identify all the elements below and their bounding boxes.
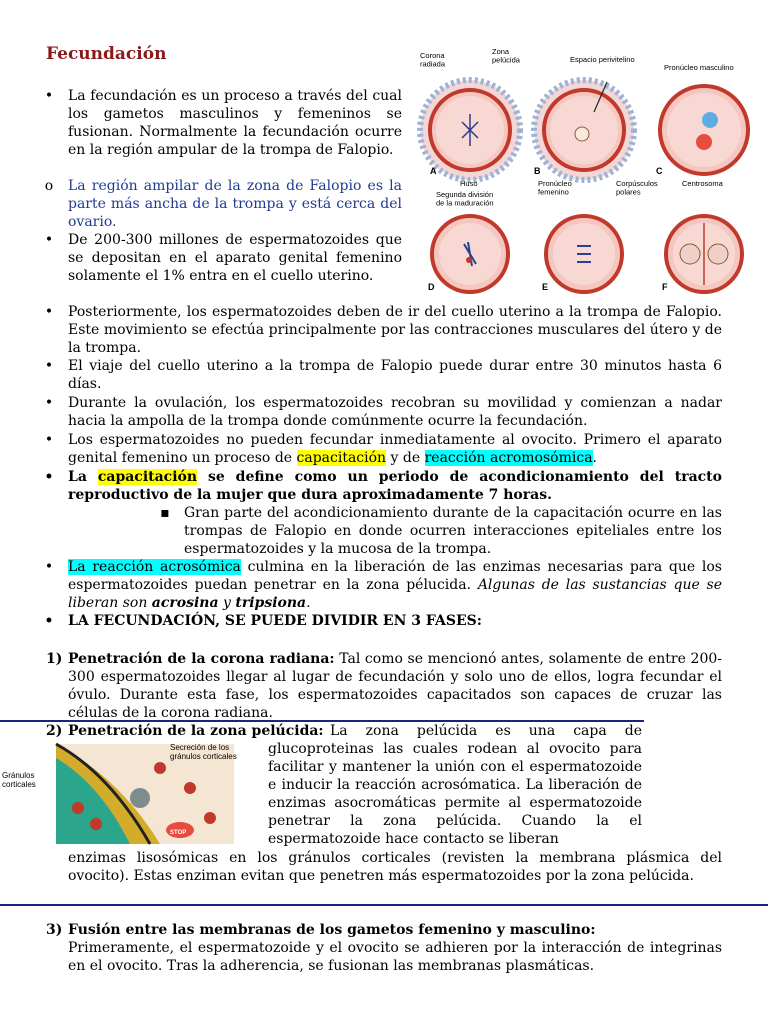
label-zona: Zona pelúcida	[492, 47, 520, 65]
bullet-dot: •	[44, 395, 54, 411]
phase-heading: Penetración de la zona pelúcida:	[68, 723, 324, 739]
phase-number: 2)	[46, 723, 63, 739]
label-centrosoma: Centrosoma	[682, 179, 723, 188]
term-tripsiona: tripsiona	[235, 595, 307, 611]
phase-2-text-a: La zona pelúcida es una capa de glucoproteinas las cuales rodean al ovocito para facilitar y mantener la unión con el espermatozoide e inducir la reacción acrosómatica. La liberación de enzimas asocromáticas permite al espermatozoide penetrar la zona pelúcida. Cuando la el espermatozoide hace contacto se liberan	[268, 723, 642, 847]
page-title: Fecundación	[46, 44, 167, 64]
panel-label-e: E	[542, 282, 549, 292]
bullet-dot: •	[44, 432, 54, 448]
phase-heading: Penetración de la corona radiana:	[68, 651, 335, 667]
phase-number: 1)	[46, 651, 63, 667]
text: se define como un periodo de acondicionamiento del tracto reproductivo de la mujer que dura aproximadamente 7 horas.	[68, 469, 722, 503]
label-corona: Corona radiada	[420, 51, 446, 69]
panel-c	[660, 86, 748, 174]
bullet-reaccion-acrosomica	[68, 558, 722, 612]
bullet-no-fecundar	[68, 431, 722, 467]
bullet-capacitacion-def	[68, 468, 722, 504]
bullet-dot: •	[44, 469, 54, 485]
bullet-fases-heading: LA FECUNDACIÓN, SE PUEDE DIVIDIR EN 3 FASES:	[68, 613, 482, 629]
bullet-dot: •	[44, 358, 54, 374]
bullet-posteriormente: Posteriormente, los espermatozoides deben de ir del cuello uterino a la trompa de Falopio. Este movimiento se efectúa principalmente por las contracciones musculares del útero y de la trompa.	[68, 304, 722, 356]
phase-2-text-b: enzimas lisosómicas en los gránulos corticales (revisten la membrana plásmica del ovocito). Estas enziman evitan que penetren más espermatozoides por la zona pelúcida.	[68, 850, 722, 884]
bullet-ovulacion: Durante la ovulación, los espermatozoides recobran su movilidad y comienzan a nadar hacia la ampolla de la trompa donde comúnmente ocurre la fecundación.	[68, 395, 722, 429]
label-granulos: Gránulos corticales	[2, 771, 36, 789]
phase-number: 3)	[46, 922, 63, 938]
panel-label-b: B	[534, 166, 541, 176]
panel-label-c: C	[656, 166, 663, 176]
bullet-dot: •	[44, 304, 54, 320]
bullet-circle: o	[44, 178, 54, 194]
bullet-fecundacion: La fecundación es un proceso a través del cual los gametos masculinos y femeninos se fusionan. Normalmente la fecundación ocurre en la región ampular de la trompa de Falopio.	[68, 88, 402, 158]
label-huso: Huso	[460, 179, 478, 188]
panel-d	[432, 216, 508, 292]
bullet-dot: •	[44, 559, 54, 575]
bullet-square: ▪	[160, 505, 170, 521]
label-pronucleo-masc: Pronúcleo masculino	[664, 63, 734, 72]
text: La	[68, 469, 98, 485]
phase-heading: Fusión entre las membranas de los gametos femenino y masculino	[68, 922, 591, 938]
divider-line	[0, 904, 768, 906]
sub-gran-parte: Gran parte del acondicionamiento durante de la capacitación ocurre en las trompas de Falopio en donde ocurren interacciones epiteliales entre los espermatozoides y la mucosa de la trompa.	[184, 505, 722, 557]
text: y de	[386, 450, 425, 466]
panel-b	[534, 80, 634, 180]
panel-label-f: F	[662, 282, 668, 292]
label-pronucleo-fem: Pronúcleo femenino	[538, 179, 572, 197]
italic-text: .	[306, 595, 311, 611]
label-secrecion: Secreción de los gránulos corticales	[170, 743, 237, 761]
phase-3	[68, 921, 722, 975]
panel-f	[666, 216, 742, 292]
highlight-reaccion: reacción acromosómica	[424, 450, 593, 466]
fertilization-stages-figure	[412, 42, 764, 294]
bullet-dot: •	[44, 88, 54, 104]
text: Tal como se mencionó antes, solamente de entre 200-300 espermatozoides llegar al lugar de fecundación y solo uno de ellos, logra fecundar el óvulo. Durante esta fase, los espermatozoides capacitados son capaces de cruzar las células de la corona radiana.	[68, 651, 722, 721]
highlight-capacitacion: capacitación	[296, 450, 387, 466]
sub-region-ampular: La región ampilar de la zona de Falopio es la parte más ancha de la trompa y está cerca del ovario.	[68, 178, 402, 230]
panel-e	[546, 216, 622, 292]
panel-a	[420, 80, 520, 180]
text: :	[590, 922, 596, 938]
text: culmina en la liberación de las enzimas necesarias para que los espermatozoides puedan penetrar en la zona pélucida.	[68, 559, 722, 593]
label-corpusculos: Corpúsculos polares	[616, 179, 658, 197]
bullet-dot: •	[44, 232, 54, 248]
bullet-dot: •	[44, 613, 54, 629]
highlight-capacitacion: capacitación	[97, 469, 198, 485]
label-segunda: Segunda división de la maduración	[436, 190, 494, 208]
panel-label-d: D	[428, 282, 435, 292]
italic-text: Algunas de las sustancias que se liberan son	[68, 577, 722, 611]
text: Primeramente, el espermatozoide y el ovocito se adhieren por la interacción de integrinas en el ovocito. Tras la adherencia, se fusionan las membranas plasmáticas.	[68, 940, 722, 974]
highlight-reaccion: La reacción acrosómica	[68, 559, 241, 575]
bullet-viaje: El viaje del cuello uterino a la trompa de Falopio puede durar entre 30 minutos hasta 6 días.	[68, 358, 722, 392]
bullet-millones: De 200-300 millones de espermatozoides que se depositan en el aparato genital femenino solamente el 1% entra en el cuello uterino.	[68, 232, 402, 284]
italic-text: y	[218, 595, 236, 611]
label-stop: STOP	[170, 830, 187, 836]
cortical-granules-figure	[0, 738, 240, 848]
text: Los espermatozoides no pueden fecundar inmediatamente al ovocito. Primero el aparato genital femenino un proceso de	[68, 432, 722, 466]
term-acrosina: acrosina	[151, 595, 219, 611]
text: .	[592, 450, 597, 466]
panel-label-a: A	[430, 166, 437, 176]
label-espacio: Espacio perivitelino	[570, 55, 635, 64]
phase-1	[68, 650, 722, 722]
